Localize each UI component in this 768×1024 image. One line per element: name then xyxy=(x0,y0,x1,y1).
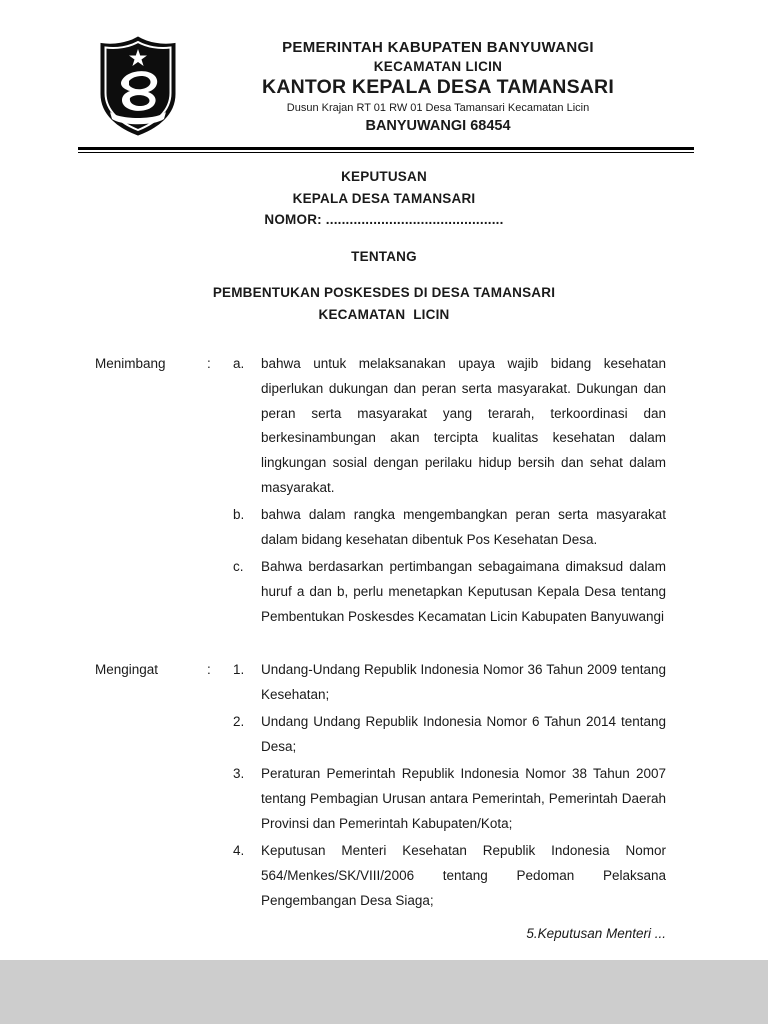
subject-line-1: PEMBENTUKAN POSKESDES DI DESA TAMANSARI xyxy=(212,285,556,301)
mengingat-items xyxy=(233,658,666,916)
letterhead-divider xyxy=(78,147,694,153)
item-text: Peraturan Pemerintah Republik Indonesia Nomor 38 Tahun 2007 tentang Pembagian Urusan antara Pemerintah, Pemerintah Daerah Provinsi dan Pemerintah Kabupaten/Kota; xyxy=(261,766,666,832)
menimbang-item-c xyxy=(233,555,666,630)
item-marker: a. xyxy=(233,355,245,371)
mengingat-item-1 xyxy=(233,658,666,708)
letterhead-text xyxy=(178,36,698,136)
item-marker: c. xyxy=(233,559,244,575)
decision-authority: KEPALA DESA TAMANSARI xyxy=(292,190,476,206)
letterhead-office: KANTOR KEPALA DESA TAMANSARI xyxy=(262,76,614,99)
item-marker: 3. xyxy=(233,766,245,782)
mengingat-section xyxy=(95,658,666,916)
item-marker: 2. xyxy=(233,714,245,730)
decision-number: NOMOR: ............................................. xyxy=(264,212,504,228)
mengingat-label: Mengingat xyxy=(95,662,159,678)
menimbang-colon: : xyxy=(207,355,211,371)
letterhead-government: PEMERINTAH KABUPATEN BANYUWANGI xyxy=(282,39,594,56)
letterhead-district: KECAMATAN LICIN xyxy=(373,58,503,74)
item-marker: 4. xyxy=(233,843,245,858)
item-text: Undang Undang Republik Indonesia Nomor 6 Tahun 2014 tentang Desa; xyxy=(261,714,666,755)
item-text: Bahwa berdasarkan pertimbangan sebagaimana dimaksud dalam huruf a dan b, perlu menetapkan Keputusan Kepala Desa tentang Pembentukan Poskesdes Kecamatan Licin Kabupaten Banyuwangi xyxy=(261,559,666,625)
tentang-label: TENTANG xyxy=(351,248,417,264)
mengingat-item-4 xyxy=(233,839,666,914)
subject-line-2: KECAMATAN LICIN xyxy=(318,306,450,322)
letterhead xyxy=(0,0,768,136)
letterhead-postal: BANYUWANGI 68454 xyxy=(365,117,511,134)
item-text: Keputusan Menteri Kesehatan Republik Indonesia Nomor 564/Menkes/SK/VIII/2006 tentang Pedoman Pelaksana Pengembangan Desa Siaga; xyxy=(261,843,666,908)
document-body xyxy=(95,352,666,916)
menimbang-label: Menimbang xyxy=(95,355,166,371)
menimbang-item-a xyxy=(233,352,666,502)
decision-title: KEPUTUSAN xyxy=(341,169,427,184)
item-text: Undang-Undang Republik Indonesia Nomor 36 Tahun 2009 tentang Kesehatan; xyxy=(261,662,666,703)
item-text: bahwa untuk melaksanakan upaya wajib bidang kesehatan diperlukan dukungan dan peran serta masyarakat. Dukungan dan peran serta masyarakat yang terarah, terkoordinasi dan berkesinambungan akan tercipta kualitas kesehatan dalam lingkungan sosial dengan perilaku hidup bersih dan sehat dalam masyarakat. xyxy=(261,355,666,496)
mengingat-item-2 xyxy=(233,710,666,760)
viewer-background-strip xyxy=(0,960,768,1024)
mengingat-item-3 xyxy=(233,762,666,837)
item-text: bahwa dalam rangka mengembangkan peran serta masyarakat dalam bidang kesehatan dibentuk Pos Kesehatan Desa. xyxy=(261,507,666,548)
title-block xyxy=(0,166,768,326)
catchword-note: 5.Keputusan Menteri ... xyxy=(526,925,666,941)
menimbang-item-b xyxy=(233,503,666,553)
item-marker: 1. xyxy=(233,662,245,678)
letterhead-address: Dusun Krajan RT 01 RW 01 Desa Tamansari Kecamatan Licin xyxy=(286,102,590,115)
menimbang-items xyxy=(233,352,666,633)
item-marker: b. xyxy=(233,507,245,523)
regency-crest-logo xyxy=(98,36,178,136)
menimbang-section xyxy=(95,352,666,633)
mengingat-colon: : xyxy=(207,662,211,678)
